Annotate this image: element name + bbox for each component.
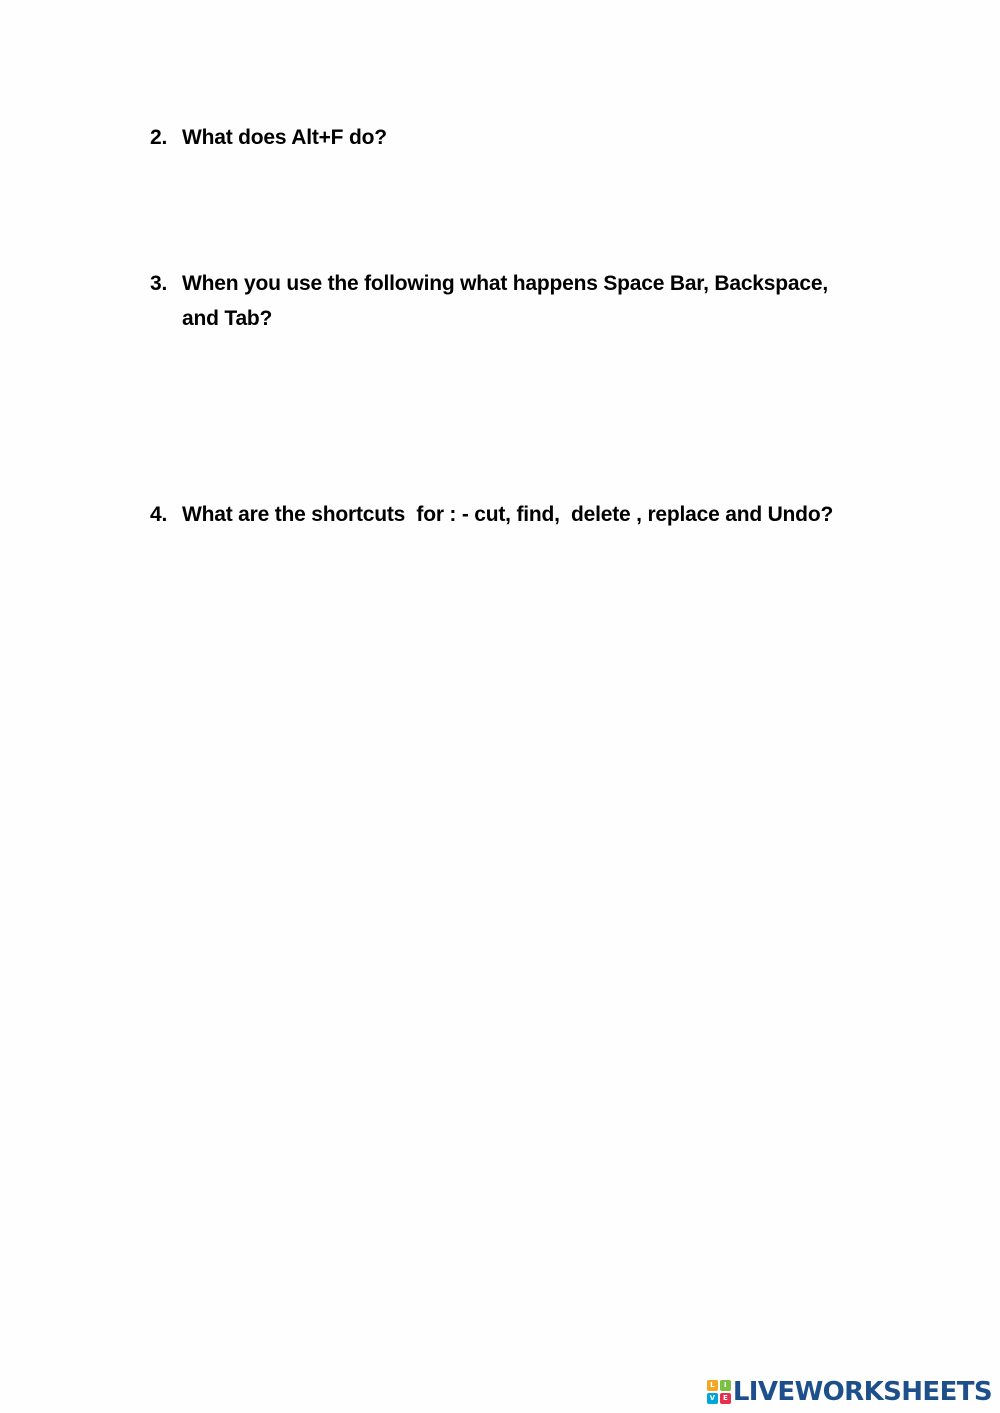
logo-letter: L — [707, 1380, 718, 1391]
liveworksheets-brand — [707, 1377, 992, 1407]
logo-letter: E — [720, 1393, 731, 1404]
liveworksheets-logo-icon — [707, 1380, 731, 1404]
question-4 — [150, 497, 870, 532]
question-text: When you use the following what happens Space Bar, Backspace, and Tab? — [182, 272, 834, 330]
question-2 — [150, 120, 870, 155]
question-text: What does Alt+F do? — [182, 126, 387, 149]
question-number: 4. — [150, 503, 168, 526]
logo-letter: V — [707, 1393, 718, 1404]
question-text: What are the shortcuts for : - cut, find, delete , replace and Undo? — [182, 503, 834, 526]
brand-name: LIVEWORKSHEETS — [732, 1377, 992, 1407]
question-number: 3. — [150, 272, 168, 295]
question-number: 2. — [150, 126, 168, 149]
question-3 — [150, 266, 870, 336]
logo-letter: I — [720, 1380, 731, 1391]
